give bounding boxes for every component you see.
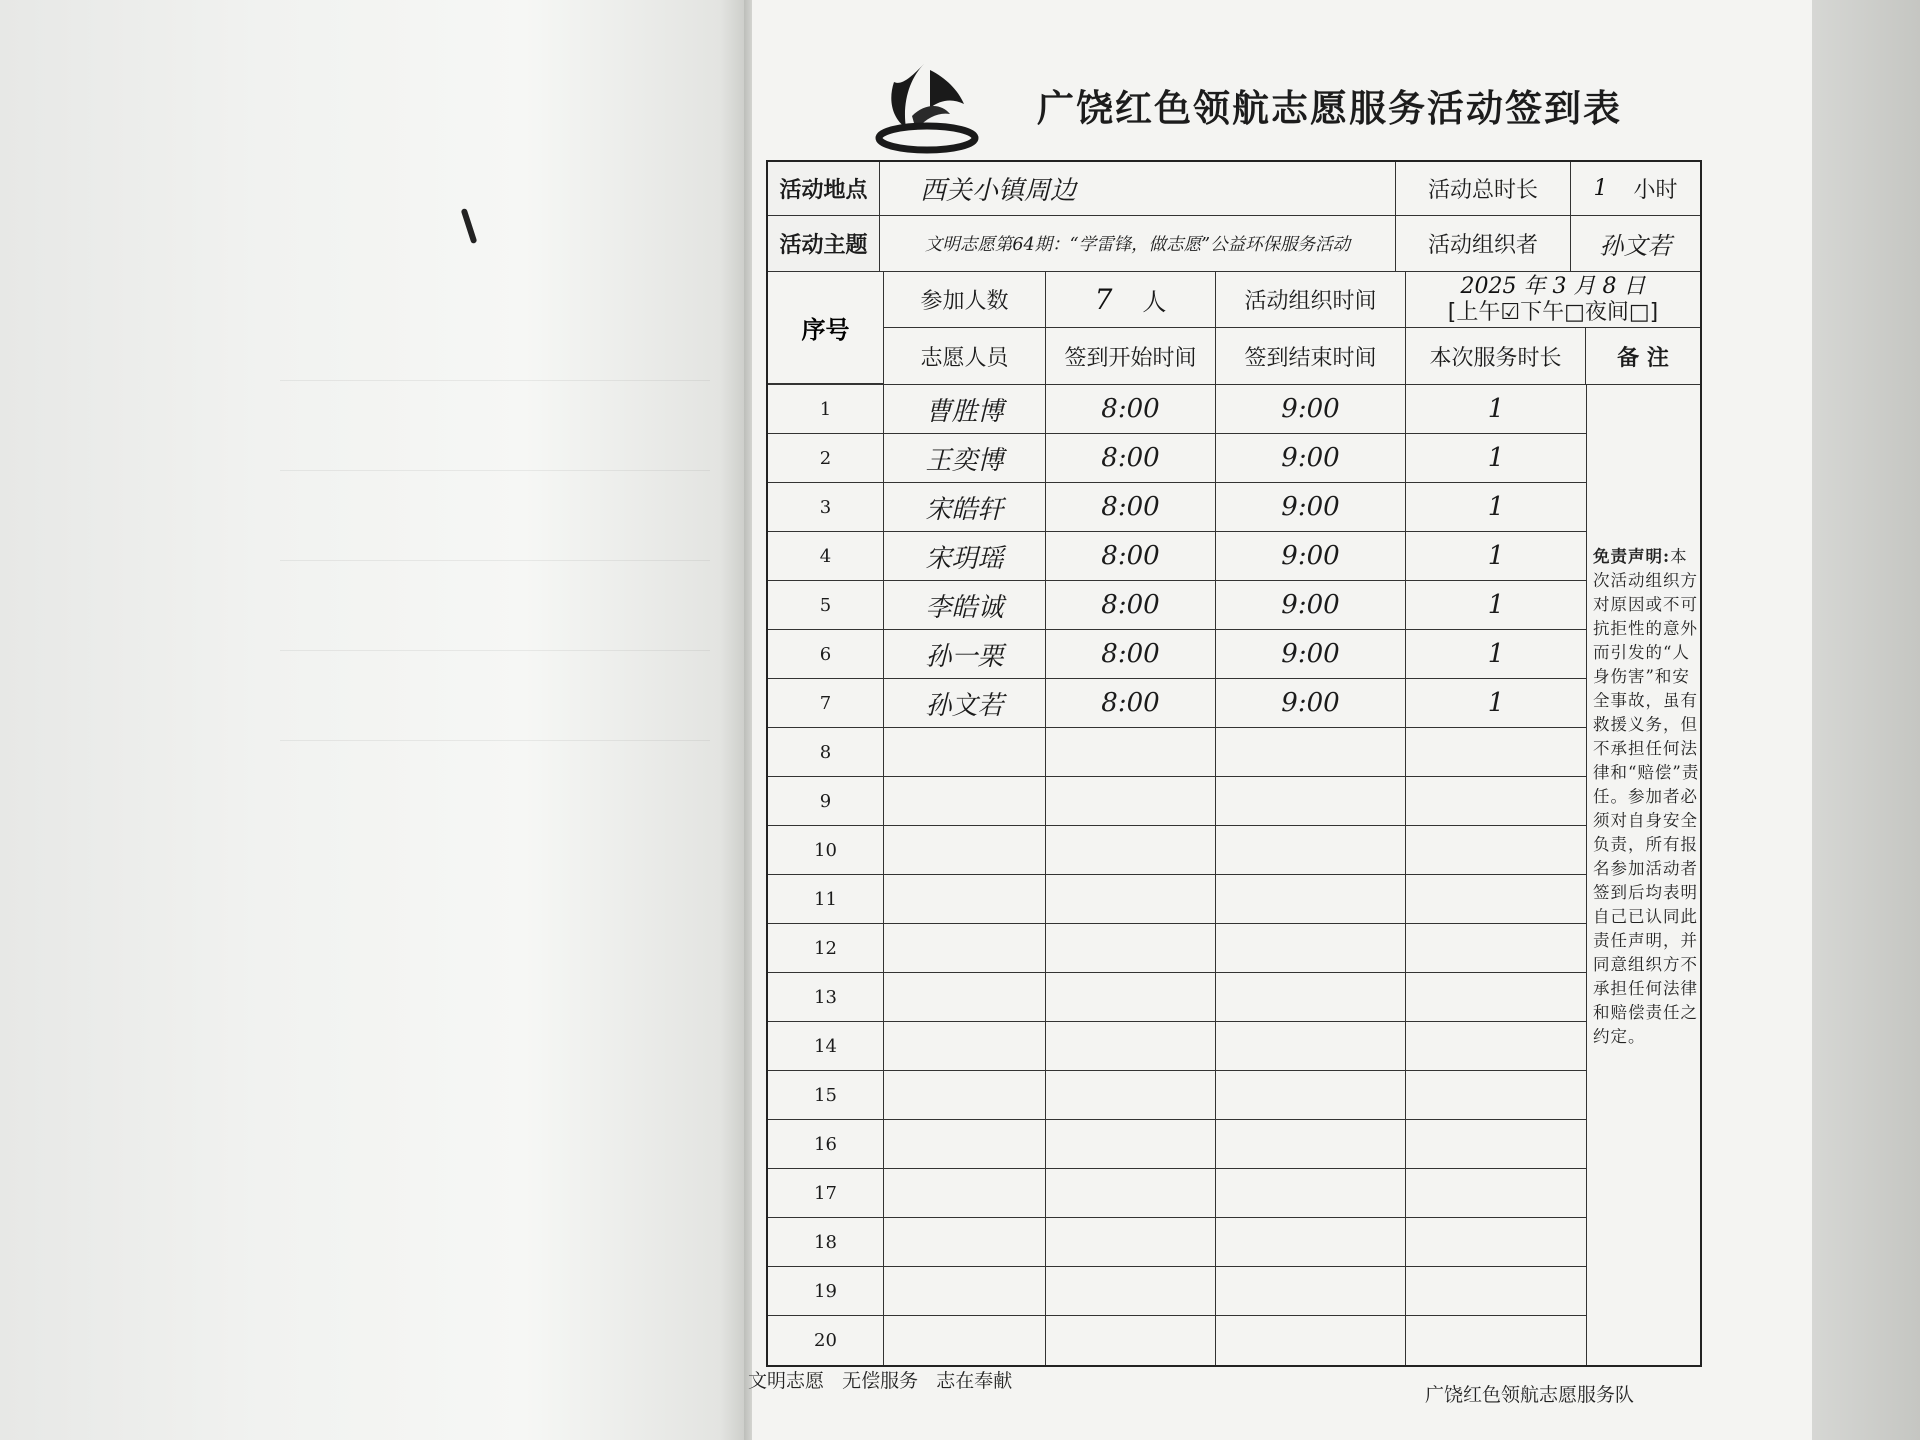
start-time: 8:00 <box>1046 679 1216 727</box>
row-number: 13 <box>768 973 884 1021</box>
participants-label: 参加人数 <box>884 272 1046 327</box>
volunteer-name <box>884 924 1046 972</box>
table-row <box>768 973 1586 1022</box>
table-row <box>768 1169 1586 1218</box>
end-time <box>1216 924 1406 972</box>
row-number: 10 <box>768 826 884 874</box>
remarks-column <box>1586 385 1703 1365</box>
start-time <box>1046 875 1216 923</box>
row-number: 17 <box>768 1169 884 1217</box>
service-hours <box>1406 875 1586 923</box>
start-time: 8:00 <box>1046 532 1216 580</box>
row-number: 18 <box>768 1218 884 1266</box>
disclaimer-title: 免责声明: <box>1593 547 1671 566</box>
row-number: 12 <box>768 924 884 972</box>
start-time <box>1046 1022 1216 1070</box>
volunteer-name <box>884 875 1046 923</box>
org-time-label: 活动组织时间 <box>1216 272 1406 327</box>
end-time <box>1216 1316 1406 1365</box>
table-row <box>768 1316 1586 1365</box>
footer-slogan: 文明志愿 无偿服务 志在奉献 <box>748 1370 1013 1392</box>
end-time <box>1216 1071 1406 1119</box>
end-time <box>1216 875 1406 923</box>
start-time <box>1046 1316 1216 1365</box>
service-hours <box>1406 1316 1586 1365</box>
location-value: 西关小镇周边 <box>880 162 1396 215</box>
organizer-value: 孙文若 <box>1599 232 1672 260</box>
end-time <box>1216 728 1406 776</box>
row-number: 1 <box>768 385 884 433</box>
end-time <box>1216 777 1406 825</box>
activity-period: [上午☑下午□夜间□] <box>1447 299 1659 325</box>
seq-column-header <box>768 272 884 384</box>
theme-label: 活动主题 <box>768 216 880 271</box>
header-row-2 <box>884 328 1700 384</box>
volunteer-name <box>884 1120 1046 1168</box>
end-time <box>1216 1218 1406 1266</box>
table-row <box>768 1022 1586 1071</box>
service-hours <box>1406 973 1586 1021</box>
service-hours <box>1406 1267 1586 1315</box>
volunteer-name: 李皓诚 <box>884 581 1046 629</box>
end-time: 9:00 <box>1216 434 1406 482</box>
table-row <box>768 630 1586 679</box>
sheet-header <box>812 50 1712 160</box>
desk-surface <box>1812 0 1920 1440</box>
start-time <box>1046 728 1216 776</box>
service-hours <box>1406 826 1586 874</box>
volunteer-name <box>884 826 1046 874</box>
service-hours: 1 <box>1487 688 1505 718</box>
participants-cell <box>1046 272 1216 327</box>
end-time <box>1216 1267 1406 1315</box>
row-number: 11 <box>768 875 884 923</box>
table-row <box>768 385 1586 434</box>
start-time-header: 签到开始时间 <box>1046 328 1216 384</box>
service-hours <box>1406 1120 1586 1168</box>
organizer-label: 活动组织者 <box>1396 216 1571 271</box>
end-time: 9:00 <box>1216 581 1406 629</box>
end-time <box>1216 1120 1406 1168</box>
sign-in-rows <box>768 385 1586 1365</box>
end-time <box>1216 1169 1406 1217</box>
volunteer-name <box>884 1218 1046 1266</box>
volunteer-name <box>884 1267 1046 1315</box>
participants-count: 7 <box>1094 283 1113 316</box>
row-number: 2 <box>768 434 884 482</box>
table-row <box>768 1267 1586 1316</box>
end-time <box>1216 1022 1406 1070</box>
end-time: 9:00 <box>1216 679 1406 727</box>
volunteer-logo-icon <box>872 56 982 156</box>
end-time-header: 签到结束时间 <box>1216 328 1406 384</box>
end-time: 9:00 <box>1216 483 1406 531</box>
volunteer-name <box>884 1022 1046 1070</box>
theme-value: 文明志愿第64期：“学雷锋，做志愿”公益环保服务活动 <box>880 216 1396 271</box>
page-rule <box>280 380 710 381</box>
volunteer-name: 孙文若 <box>884 679 1046 727</box>
table-row <box>768 434 1586 483</box>
row-number: 14 <box>768 1022 884 1070</box>
service-hours <box>1406 1071 1586 1119</box>
disclaimer-text <box>1587 385 1704 1049</box>
service-hours <box>1406 728 1586 776</box>
volunteer-name: 曹胜博 <box>884 385 1046 433</box>
page-rule <box>280 650 710 651</box>
table-header <box>768 272 1700 384</box>
participants-unit: 人 <box>1142 288 1167 316</box>
service-hours: 1 <box>1487 590 1505 620</box>
disclaimer-body: 本次活动组织方对原因或不可抗拒性的意外而引发的“人身伤害”和安全事故，虽有救援义务，但不承担任何法律和“赔偿”责任。参加者必须对自身安全负责，所有报名参加活动者签到后均表明自己已认同此责任声明，并同意组织方不承担任何法律和赔偿责任之约定。 <box>1593 547 1700 1046</box>
volunteer-name: 宋玥瑶 <box>884 532 1046 580</box>
table-row <box>768 728 1586 777</box>
table-body <box>768 384 1700 1365</box>
end-time <box>1216 826 1406 874</box>
start-time: 8:00 <box>1046 483 1216 531</box>
header-main <box>884 272 1700 384</box>
row-number: 20 <box>768 1316 884 1365</box>
start-time <box>1046 1169 1216 1217</box>
service-hours: 1 <box>1487 394 1505 424</box>
pen-mark <box>461 208 478 244</box>
duration-value: 1 <box>1593 176 1608 201</box>
volunteer-name <box>884 1169 1046 1217</box>
start-time <box>1046 924 1216 972</box>
service-hours <box>1406 1022 1586 1070</box>
row-number: 8 <box>768 728 884 776</box>
volunteer-header: 志愿人员 <box>884 328 1046 384</box>
duration-unit: 小时 <box>1633 178 1678 203</box>
volunteer-name: 王奕博 <box>884 434 1046 482</box>
theme-row <box>768 216 1700 272</box>
start-time <box>1046 1120 1216 1168</box>
service-hours: 1 <box>1487 639 1505 669</box>
row-number: 3 <box>768 483 884 531</box>
start-time: 8:00 <box>1046 581 1216 629</box>
location-row <box>768 162 1700 216</box>
row-number: 16 <box>768 1120 884 1168</box>
table-row <box>768 483 1586 532</box>
hours-header: 本次服务时长 <box>1406 328 1586 384</box>
table-row <box>768 1120 1586 1169</box>
service-hours: 1 <box>1487 541 1505 571</box>
sign-in-form <box>766 160 1702 1367</box>
table-row <box>768 679 1586 728</box>
start-time: 8:00 <box>1046 630 1216 678</box>
row-number: 7 <box>768 679 884 727</box>
table-row <box>768 532 1586 581</box>
service-hours <box>1406 1169 1586 1217</box>
row-number: 9 <box>768 777 884 825</box>
row-number: 4 <box>768 532 884 580</box>
volunteer-name <box>884 777 1046 825</box>
volunteer-name <box>884 1071 1046 1119</box>
left-blank-page <box>0 0 750 1440</box>
page-rule <box>280 740 710 741</box>
service-hours <box>1406 1218 1586 1266</box>
service-hours <box>1406 777 1586 825</box>
start-time <box>1046 777 1216 825</box>
location-label: 活动地点 <box>768 162 880 215</box>
date-cell <box>1406 272 1700 327</box>
end-time <box>1216 973 1406 1021</box>
table-row <box>768 875 1586 924</box>
start-time: 8:00 <box>1046 434 1216 482</box>
service-hours: 1 <box>1487 492 1505 522</box>
table-row <box>768 924 1586 973</box>
start-time <box>1046 973 1216 1021</box>
start-time: 8:00 <box>1046 385 1216 433</box>
end-time: 9:00 <box>1216 385 1406 433</box>
table-row <box>768 1071 1586 1120</box>
end-time: 9:00 <box>1216 630 1406 678</box>
volunteer-name <box>884 728 1046 776</box>
sheet-title: 广饶红色领航志愿服务活动签到表 <box>1037 86 1622 130</box>
page-rule <box>280 470 710 471</box>
end-time: 9:00 <box>1216 532 1406 580</box>
sign-in-sheet-page <box>748 0 1812 1440</box>
header-row-1 <box>884 272 1700 328</box>
start-time <box>1046 1267 1216 1315</box>
table-row <box>768 1218 1586 1267</box>
table-row <box>768 777 1586 826</box>
duration-label: 活动总时长 <box>1396 162 1571 215</box>
page-rule <box>280 560 710 561</box>
service-hours: 1 <box>1487 443 1505 473</box>
start-time <box>1046 1071 1216 1119</box>
remarks-header: 备 注 <box>1617 345 1669 371</box>
table-row <box>768 581 1586 630</box>
start-time <box>1046 1218 1216 1266</box>
activity-date: 2025 年 3 月 8 日 <box>1460 273 1646 299</box>
table-row <box>768 826 1586 875</box>
start-time <box>1046 826 1216 874</box>
volunteer-name <box>884 1316 1046 1365</box>
duration-cell <box>1571 162 1700 215</box>
footer-organization: 广饶红色领航志愿服务队 <box>1425 1384 1635 1406</box>
service-hours <box>1406 924 1586 972</box>
volunteer-name <box>884 973 1046 1021</box>
volunteer-name: 孙一栗 <box>884 630 1046 678</box>
volunteer-name: 宋皓轩 <box>884 483 1046 531</box>
row-number: 6 <box>768 630 884 678</box>
row-number: 15 <box>768 1071 884 1119</box>
row-number: 19 <box>768 1267 884 1315</box>
row-number: 5 <box>768 581 884 629</box>
seq-label: 序号 <box>768 272 883 384</box>
